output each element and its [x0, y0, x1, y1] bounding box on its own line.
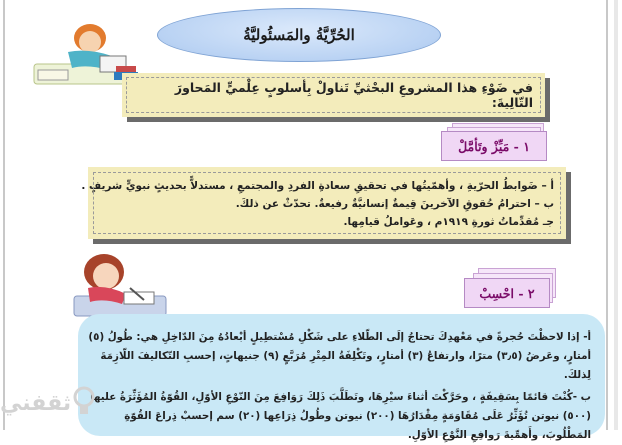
section1-item-b: ب – احترامُ حُقوقِ الآخرينَ قِيمةٌ إنسانيَّةٌ رفيعةٌ. تحدّثْ عن ذلكَ. — [235, 198, 554, 210]
section2-item-a-text: إذا لاحظْتَ حُجرةً في مَعْهدِكَ تحتاجُ إلَى الطّلاءِ على شَكْلِ مُسْتطِيلٍ أبْعادُهُ مِنَ الدّاخِلِ هي: طُولُ (٥) أمتارٍ، وعَرضُ (٣٫٥) مترًا، وارتفاعُ (٣) أمتارٍ، وتَكْلِفَةُ المِتْرِ مُرَبَّعٍ (٩) جنيهاتٍ، إحسبِ التّكاليفَ اللّازِمَةَ لِذلكَ. — [88, 331, 591, 381]
section2-item-b-label: ب — [580, 391, 591, 403]
section1-tag-label: ١ - مَيِّزْ وتَأمَّلْ — [458, 138, 530, 154]
lightbulb-icon — [73, 386, 95, 420]
intro-text: في ضَوْءِ هذا المشروعِ البحْثيِّ تَناولْ بِأسلوبٍ عِلْميٍّ المَحاورَ التّالِيةَ: — [174, 80, 533, 110]
section2-item-b — [88, 388, 591, 445]
section2-item-b-text: -كُنْتَ قائمًا بِسَقِيفَةٍ ، وحَرَّكْتَ أثناءَ سيْرِهَا، وتَطَلَّبَ ذَلِكَ رَوَافِعَ مِنَ النّوْعِ الأوّلِ، القُوّةُ المُؤَثِّرَةُ عليها (٥٠٠) نيوتن تُؤَثِّرُ عَلَى مُقَاوَمَةٍ مِقْدَارُهَا (٢٠٠) نيوتن وطُولُ ذِرَاعِها (٢٠) سم إحسبْ ذِراعَ القُوّةِ المَطْلُوبَ، وأَهمِّيةَ رَوافِعِ النَّوْعِ الأوّلِ. — [90, 391, 591, 441]
watermark-text: ثقفني — [0, 390, 72, 416]
intro-banner — [122, 73, 545, 117]
section1-tag — [441, 131, 547, 161]
section2-item-a-label: أ- — [583, 331, 591, 343]
section2-tag-label: ٢ - احْسِبْ — [479, 285, 535, 301]
girl-writing-illustration — [60, 252, 172, 318]
section1-item-c: جـ مُقدِّماتُ ثورةِ ١٩١٩م ، وعَواملُ قيامِها. — [343, 216, 554, 228]
section1-item-a: أ – ضَوابطُ الحرّيةِ ، وأهمّيتُها في تحقيقِ سعادةِ الفردِ والمجتمعِ ، مستدلاًّ بحديثٍ نبويٍّ شريفٍ . — [81, 180, 554, 192]
section2-tag — [464, 278, 550, 308]
section1-box — [81, 167, 566, 239]
section2-box — [78, 314, 605, 441]
page-title: الحُرِّيَّةُ والمَسئُوليَّةُ — [157, 8, 441, 62]
watermark — [0, 378, 96, 428]
section2-item-a — [88, 328, 591, 385]
